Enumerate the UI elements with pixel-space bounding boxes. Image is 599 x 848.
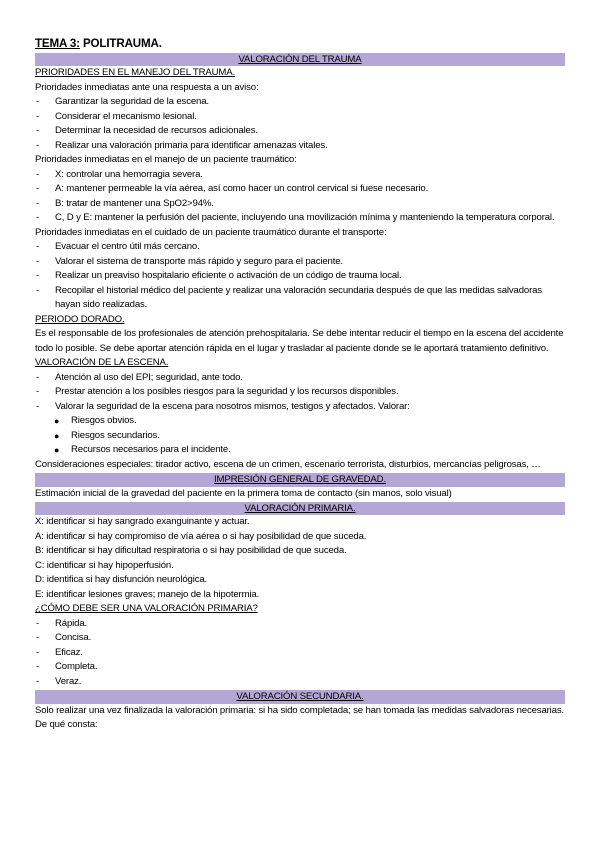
primaria-line: C: identificar si hay hipoperfusión. [35,559,174,571]
document-title [35,36,565,52]
bullet-item: ● Riesgos obvios. [54,415,137,427]
section-banner-valoracion-trauma: VALORACIÓN DEL TRAUMA [35,53,565,66]
primaria-line: A: identificar si hay compromiso de vía aérea o si hay posibilidad de que suceda. [35,530,367,542]
secundaria-text: Solo realizar una vez finalizada la valoración primaria: si ha sido completada; se han tomada las medidas salvadoras necesarias. [35,704,565,716]
bullet-item: ● Recursos necesarios para el incidente. [54,444,231,456]
title-text: POLITRAUMA. [79,37,162,50]
list-item: - Realizar un preaviso hospitalario eficiente o activación de un código de trauma local. [36,270,402,282]
list-item: - Garantizar la seguridad de la escena. [36,96,209,108]
primaria-line: D: identifica si hay disfunción neurológica. [35,574,208,586]
list-item: - C, D y E: mantener la perfusión del paciente, incluyendo una movilización mínima y manteniendo la temperatura corporal. [36,212,555,224]
primaria-line: B: identificar si hay dificultad respiratoria o si hay posibilidad de que suceda. [35,545,347,557]
list-item: - Valorar el sistema de transporte más rápido y seguro para el paciente. [36,255,343,267]
list-item: - Concisa. [36,632,92,644]
list-item: - Eficaz. [36,646,83,658]
list-item: - Evacuar el centro útil más cercano. [36,241,200,253]
primaria-line: X: identificar si hay sangrado exanguinante y actuar. [35,516,250,528]
aviso-intro: Prioridades inmediatas ante una respuesta a un aviso: [35,81,259,93]
section-banner-primaria: VALORACIÓN PRIMARIA. [35,502,565,515]
list-item: - Determinar la necesidad de recursos adicionales. [36,125,258,137]
consideraciones-text: Consideraciones especiales: tirador activo, escena de un crimen, escenario terrorista, disturbios, mercancías peligrosas, … [35,458,541,470]
heading-periodo-dorado: PERIODO DORADO. [35,313,125,325]
list-item: - Valorar la seguridad de la escena para nosotros mismos, testigos y afectados. Valorar: [36,400,410,412]
section-banner-secundaria: VALORACIÓN SECUNDARIA. [35,690,565,703]
section-banner-impresion: IMPRESIÓN GENERAL DE GRAVEDAD. [35,473,565,486]
periodo-text: Es el responsable de los profesionales de atención prehospitalaria. Se debe intentar reducir el tiempo en la escena del accidente todo lo posible. Se debe aportar atención rápida en el lugar y trasladar al paciente donde se le aportará tratamiento definitivo. [35,328,564,354]
list-item: - Veraz. [36,675,82,687]
heading-como-valoracion: ¿CÓMO DEBE SER UNA VALORACIÓN PRIMARIA? [35,603,258,615]
list-item: - Realizar una valoración primaria para identificar amenazas vitales. [36,139,328,151]
list-item: - A: mantener permeable la vía aérea, así como hacer un control cervical si fuese necesario. [36,183,429,195]
impresion-text: Estimación inicial de la gravedad del paciente en la primera toma de contacto (sin manos, solo visual) [35,487,452,499]
paciente-intro: Prioridades inmediatas en el manejo de un paciente traumático: [35,154,297,166]
list-item: - Considerar el mecanismo lesional. [36,110,197,122]
list-item: - Recopilar el historial médico del paciente y realizar una valoración secundaria después de que las medidas salvadoras hayan sido realizadas. [36,284,542,311]
list-item: - Prestar atención a los posibles riesgos para la seguridad y los recursos disponibles. [36,386,399,398]
list-item: - B: tratar de mantener una SpO2>94%. [36,197,214,209]
list-item: - Completa. [36,661,98,673]
primaria-line: E: identificar lesiones graves; manejo de la hipotermia. [35,588,260,600]
heading-prioridades: PRIORIDADES EN EL MANEJO DEL TRAUMA. [35,67,236,79]
document-page [35,36,565,733]
heading-valoracion-escena: VALORACIÓN DE LA ESCENA. [35,357,169,369]
transporte-intro: Prioridades inmediatas en el cuidado de un paciente traumático durante el transporte: [35,226,387,238]
consta-text: De qué consta: [35,719,98,731]
list-item: - Rápida. [36,617,88,629]
title-prefix: TEMA 3: [35,37,80,50]
list-item: - X: controlar una hemorragia severa. [36,168,203,180]
list-item: - Atención al uso del EPI; seguridad, ante todo. [36,371,243,383]
bullet-item: ● Riesgos secundarios. [54,429,160,441]
